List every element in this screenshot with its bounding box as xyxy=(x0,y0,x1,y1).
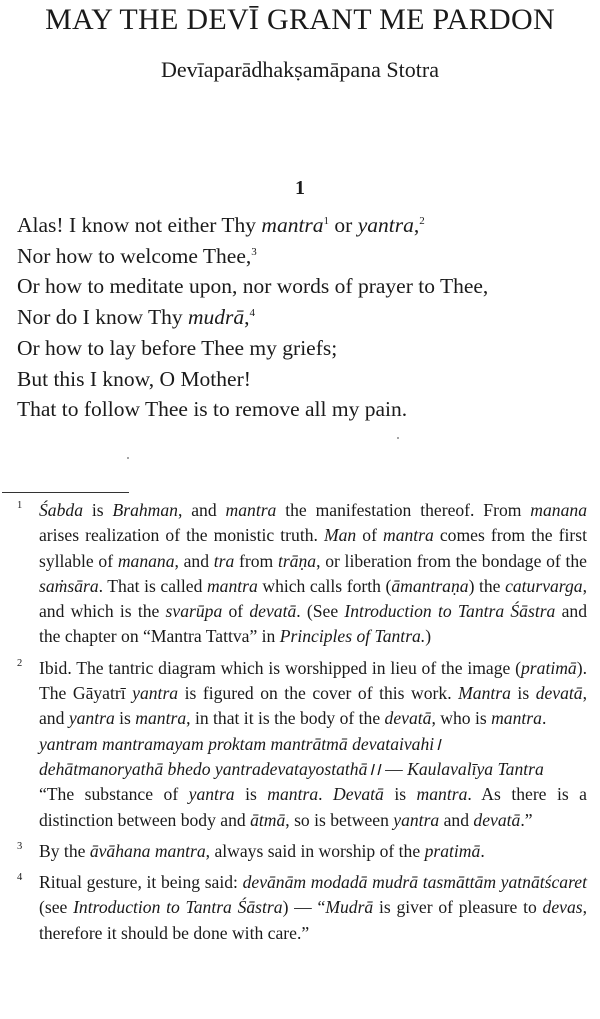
verse-fragment: , xyxy=(244,305,250,330)
italic-term: Brahman xyxy=(112,500,178,520)
italic-term: mantra xyxy=(206,575,258,596)
text-fragment: , so is between xyxy=(285,809,394,830)
verse-line xyxy=(17,210,587,241)
text-fragment: . xyxy=(541,708,547,729)
footnotes xyxy=(17,498,587,952)
text-fragment: , and which is the xyxy=(39,575,587,622)
italic-term: trāṇa xyxy=(277,550,317,571)
verse-line xyxy=(17,333,587,364)
text-fragment: is figured on the cover of this work. xyxy=(178,683,459,704)
text-fragment: from xyxy=(234,550,278,571)
verse-fragment: Nor do I know Thy xyxy=(17,305,188,330)
italic-term: Man xyxy=(323,525,357,546)
italic-term: mantra xyxy=(491,708,542,729)
text-fragment: , who is xyxy=(431,708,492,729)
text-fragment: of xyxy=(222,601,250,622)
text-fragment: is xyxy=(234,784,268,805)
text-fragment: is xyxy=(510,683,536,704)
footnote-number: 2 xyxy=(17,657,23,669)
text-fragment: comes from the first syllable of xyxy=(39,525,588,571)
text-fragment: , or liberation from the bondage of the xyxy=(316,550,587,571)
text-fragment: of xyxy=(356,525,383,546)
italic-term: pratimā xyxy=(424,840,481,861)
text-fragment: “The substance of xyxy=(39,784,189,805)
text-fragment: . That is called xyxy=(98,575,207,596)
italic-term: devatā xyxy=(249,601,297,622)
italic-term: āvāhana mantra xyxy=(89,840,206,861)
verse-line xyxy=(17,302,587,333)
verse-term: mudrā xyxy=(188,305,245,330)
footnote-divider xyxy=(2,492,129,493)
verse-text xyxy=(17,210,587,425)
attribution-dash: — xyxy=(380,758,408,779)
italic-term: Mantra xyxy=(458,683,511,704)
italic-term: mantra xyxy=(225,500,277,520)
print-speck xyxy=(127,457,129,459)
text-fragment: , and xyxy=(39,683,587,729)
print-speck xyxy=(397,437,399,439)
text-fragment: , therefore it should be done with care.” xyxy=(39,897,587,943)
italic-term: caturvarga xyxy=(505,575,583,596)
text-fragment: By the xyxy=(39,840,90,861)
text-fragment: . xyxy=(318,784,334,805)
text-fragment: which calls forth ( xyxy=(257,575,392,596)
verse-line xyxy=(17,394,587,425)
italic-term: mantra xyxy=(267,784,319,805)
text-fragment: arises realization of the monistic truth. xyxy=(39,525,324,546)
italic-term: manana xyxy=(530,500,587,520)
text-fragment: is xyxy=(82,500,113,520)
italic-term: yantra xyxy=(188,784,235,805)
text-fragment: and the chapter on “Mantra Tattva” in xyxy=(39,601,587,647)
italic-term: devas xyxy=(542,897,583,918)
text-fragment: Ritual gesture, it being said: xyxy=(39,872,243,893)
text-fragment: . As there is a distinction between body and xyxy=(39,784,587,830)
verse-line xyxy=(17,241,587,272)
italic-term: svarūpa xyxy=(165,601,223,622)
footnote-number: 1 xyxy=(17,500,23,511)
text-fragment: (see xyxy=(39,897,74,918)
verse-line xyxy=(17,364,587,395)
verse-fragment: Or how to lay before Thee my griefs; xyxy=(17,335,338,360)
footnote-2 xyxy=(17,656,587,833)
italic-term: Mudrā xyxy=(325,897,374,918)
italic-term: devatā xyxy=(473,809,521,830)
footnote-ref: 4 xyxy=(249,307,256,320)
chapter-subtitle: Devīaparādhakṣamāpana Stotra xyxy=(161,57,439,82)
italic-term: āmantraṇa xyxy=(391,575,469,596)
text-fragment: , in that it is the body of the xyxy=(186,708,385,729)
footnote-ref: 2 xyxy=(419,215,425,227)
text-fragment: and xyxy=(439,809,474,830)
italic-term: Śabda xyxy=(39,500,83,520)
italic-term: mantra xyxy=(382,525,434,546)
verse-fragment: or xyxy=(329,213,358,237)
text-fragment: , and xyxy=(177,500,226,520)
text-fragment: Ibid. The tantric diagram which is worshipped in lieu of the image ( xyxy=(39,657,521,678)
footnote-number: 4 xyxy=(17,872,23,884)
italic-term: yantra xyxy=(68,708,115,729)
italic-term: ātmā xyxy=(250,809,286,830)
verse-fragment: But this I know, O Mother! xyxy=(17,366,251,391)
verse-number: 1 xyxy=(295,177,305,199)
text-fragment: , always said in worship of the xyxy=(205,840,425,861)
verse-term: yantra xyxy=(357,213,414,237)
text-fragment: ) xyxy=(425,626,432,647)
italic-term: tra xyxy=(213,550,235,571)
italic-term: manana xyxy=(117,550,175,571)
text-fragment: ). The Gāyatrī xyxy=(39,657,587,704)
text-fragment: . (See xyxy=(296,601,345,622)
verse-fragment: That to follow Thee is to remove all my pain. xyxy=(17,397,408,422)
text-fragment: , and xyxy=(174,550,214,571)
italic-term: mantra xyxy=(135,708,187,729)
italic-term: yantra xyxy=(132,683,179,704)
sanskrit-verse: dehātmanoryathā bhedo yantradevatayostathā।। xyxy=(39,758,381,779)
italic-term: saṁsāra xyxy=(39,575,99,596)
text-fragment: ) the xyxy=(468,575,506,596)
footnote-number: 3 xyxy=(17,840,23,852)
chapter-title: MAY THE DEVĪ GRANT ME PARDON xyxy=(45,3,555,36)
italic-term: Introduction to Tantra Śāstra xyxy=(344,601,556,622)
italic-term: pratimā xyxy=(521,657,577,678)
verse-fragment: , xyxy=(413,213,420,237)
text-fragment: . xyxy=(480,840,485,861)
footnote-4 xyxy=(17,870,587,946)
italic-term: devānām modadā mudrā tasmāttām yatnātścaret xyxy=(242,872,587,893)
text-fragment: ) — “ xyxy=(282,897,326,918)
verse-term: mantra xyxy=(261,213,324,237)
footnote-3 xyxy=(17,839,587,864)
verse-line xyxy=(17,271,587,302)
footnote-ref: 1 xyxy=(323,215,330,227)
footnote-1 xyxy=(17,498,587,650)
text-fragment: .” xyxy=(520,809,533,830)
italic-term: yantra xyxy=(393,809,440,830)
text-fragment: is xyxy=(383,784,417,805)
verse-fragment: Nor how to welcome Thee, xyxy=(17,243,252,268)
verse-fragment: Or how to meditate upon, nor words of prayer to Thee, xyxy=(17,274,489,299)
source-title: Kaulavalīya Tantra xyxy=(407,758,544,779)
italic-term: Introduction to Tantra Śāstra xyxy=(73,897,283,918)
text-fragment: is xyxy=(114,708,136,729)
italic-term: devatā xyxy=(535,683,583,704)
italic-term: Devatā xyxy=(333,784,384,805)
footnote-ref: 3 xyxy=(251,245,257,258)
sanskrit-verse: yantram mantramayam proktam mantrātmā devataivahi। xyxy=(39,733,441,754)
italic-term: devatā xyxy=(384,708,432,729)
italic-term: mantra xyxy=(416,784,468,805)
verse-fragment: Alas! I know not either Thy xyxy=(17,213,262,237)
text-fragment: the manifestation thereof. From xyxy=(276,500,531,520)
text-fragment: is giver of pleasure to xyxy=(373,897,543,918)
italic-term: Principles of Tantra. xyxy=(279,626,426,647)
